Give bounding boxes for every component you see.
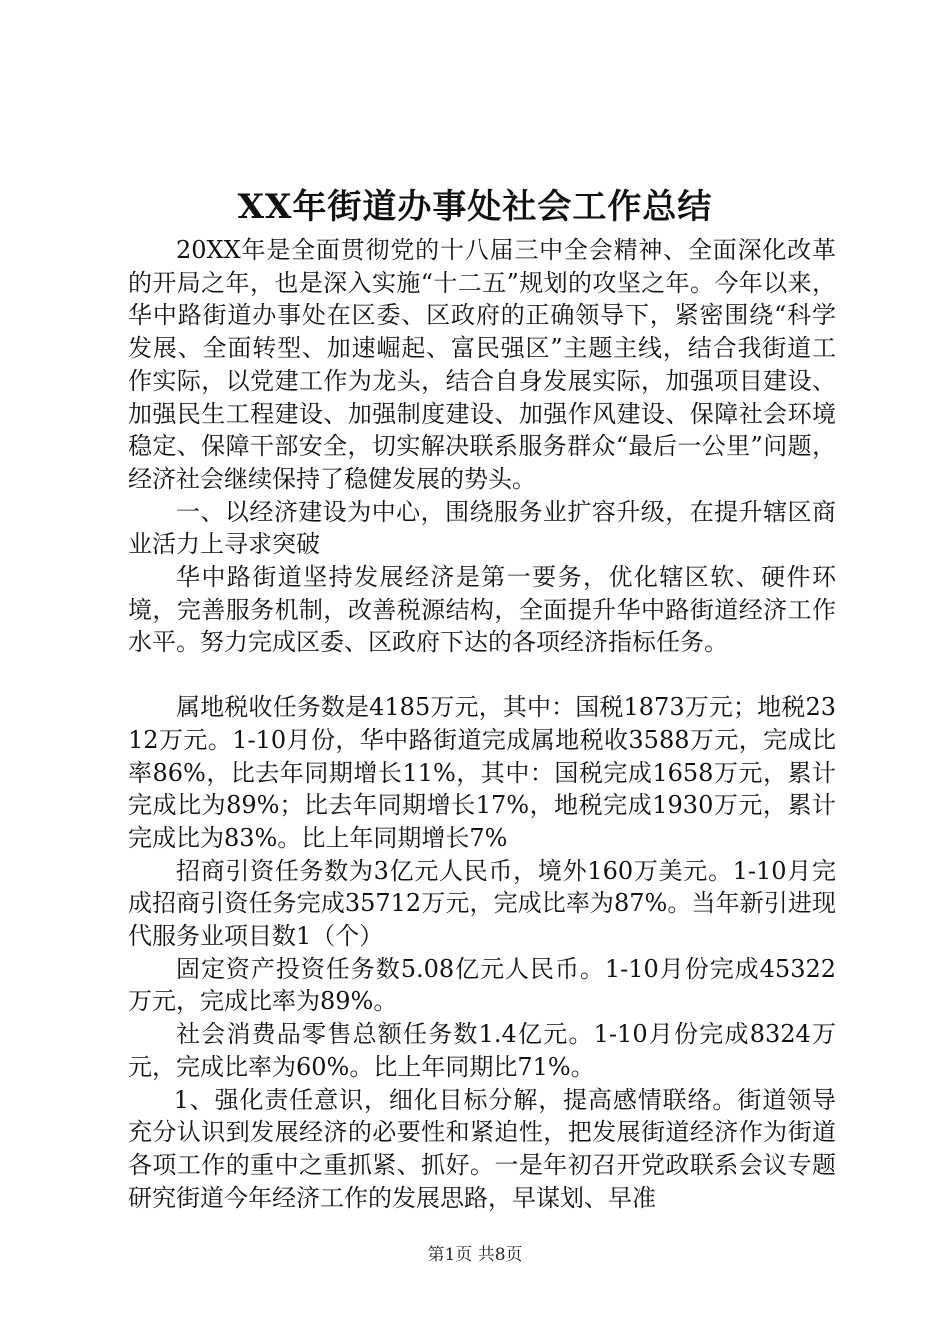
page-footer: 第1页 共8页 [427, 1245, 523, 1265]
paragraph-economy: 华中路街道坚持发展经济是第一要务，优化辖区软、硬件环境，完善服务机制，改善税源结构，全面提升华中路街道经济工作水平。努力完成区委、区政府下达的各项经济指标任务。 [128, 563, 836, 657]
document-title: XX年街道办事处社会工作总结 [237, 187, 713, 227]
paragraph-retail: 社会消费品零售总额任务数1.4亿元。1-10月份完成8324万元，完成比率为60%。比上年同期比71%。 [128, 1020, 836, 1081]
paragraph-responsibility: 1、强化责任意识，细化目标分解，提高感情联络。街道领导充分认识到发展经济的必要性和紧迫性，把发展街道经济作为街道各项工作的重中之重抓紧、抓好。一是年初召开党政联系会议专题研究街道今年经济工作的发展思路，早谋划、早准 [128, 1085, 836, 1212]
paragraph-investment: 招商引资任务数为3亿元人民币，境外160万美元。1-10月完成招商引资任务完成35712万元，完成比率为87%。当年新引进现代服务业项目数1（个） [128, 856, 836, 951]
paragraph-intro: 20XX年是全面贯彻党的十八届三中全会精神、全面深化改革的开局之年，也是深入实施“十二五”规划的攻坚之年。今年以来，华中路街道办事处在区委、区政府的正确领导下，紧密围绕“科学发展、全面转型、加速崛起、富民强区”主题主线，结合我街道工作实际，以党建工作为龙头，结合自身发展实际，加强项目建设、加强民生工程建设、加强制度建设、加强作风建设、保障社会环境稳定、保障干部安全，切实解决联系服务群众“最后一公里”问题，经济社会继续保持了稳健发展的势头。 [128, 236, 836, 493]
document-body [128, 234, 836, 1214]
section-heading-1: 一、以经济建设为中心，围绕服务业扩容升级，在提升辖区商业活力上寻求突破 [128, 497, 836, 559]
paragraph-tax: 属地税收任务数是4185万元，其中：国税1873万元；地税2312万元。1-10月份，华中路街道完成属地税收3588万元，完成比率86%，比去年同期增长11%，其中：国税完成1658万元，累计完成比为89%；比去年同期增长17%，地税完成1930万元，累计完成比为83%。比上年同期增长7% [128, 693, 836, 852]
paragraph-fixed-assets: 固定资产投资任务数5.08亿元人民币。1-10月份完成45322万元，完成比率为89%。 [128, 954, 836, 1016]
